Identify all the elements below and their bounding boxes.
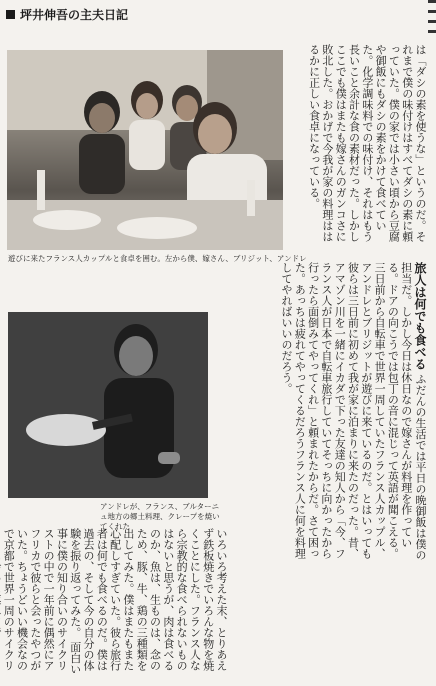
article-text-bottom [2, 528, 228, 680]
section-body: ふだんの生活では平日の晩御飯は僕の担当だ。しかし今日は休日なので嫁さんが料理を作っている。ドアの向こうでは包丁の音に混じって英語が聞こえる。三日前から自転車で世界一周していたフランス人カップル、アンドレとブリジットが遊びに来ているのだ。とはいっても彼らは三日前に初めて我が家に泊まりに来たのだった。昔、アマゾン川を一緒にイカダで下った友達の知人から「今、フランス人が日本で自転車旅行していてそっちに向かったから行ったら面倒みてやってくれ」と頼まれたからだ。さて困った。あっちは疲れてやってくるだろうフランス人に何を料理してやればいいのだろう。 [280, 262, 427, 561]
crepe-cooking-photo [8, 312, 208, 498]
crepe-photo-illustration [8, 312, 208, 498]
edge-mark [428, 10, 436, 13]
dinner-table-photo [7, 50, 283, 250]
header-square-icon [6, 10, 15, 19]
column-title: 坪井伸吾の主夫日記 [20, 8, 129, 22]
edge-mark [428, 30, 436, 33]
section-heading: 旅人は何でも食べる [413, 262, 427, 370]
article-section-travelers [213, 262, 427, 566]
column-header [6, 4, 176, 26]
photo1-caption: 遊びに来たフランス人カップルと食卓を囲む。左から僕、嫁さん、ブリジット、アンドレ [8, 254, 307, 263]
bottom-text-part-1: いろいろ考えた末、とりあえず鉄板焼きでいろんな物を焼くことにした。フランス人なら宗教的な食べられないものはないと思うが、肉は食べるのか、魚は、生ものは、念のため、豚、牛、鶏の三種類を出してみた。僕はまたもまた心配しすぎていた。彼ら旅行者は何でも食べるのだ。僕は過去の、そして今の自分の体験を振り返ってみた。 [68, 528, 228, 671]
article-text-top-right: は「ダシの素を使うな」というのだ。それまで僕の味付けはすべてダシの素に頼っていた。僕の家では小さい頃から豆腐や御飯にもダシの素をかけて食べていた。化学調味料での味付け、それはもう長いこと余計な食の素材だった。しかしここでも僕はまたも嫁さんのガンコさに敗北した。おかげで今我が家の料理ははるかに正しい食卓になっている。 [307, 44, 427, 242]
page-edge-marks [428, 0, 436, 90]
photo2-caption: アンドレが、フランス、ブルターニュ地方の郷土料理、クレープを焼いてくれた [100, 502, 220, 531]
dinner-photo-illustration [7, 50, 283, 250]
edge-mark [428, 20, 436, 23]
edge-mark [428, 0, 436, 3]
bottom-text-part-2: 面白い事に僕の知り合いのサイクリストの中で一年前に偶然にアフリカで彼らと会ったやつがいた。ちょうどいい機会なので京都で世界一周のサイクリ [2, 528, 82, 675]
